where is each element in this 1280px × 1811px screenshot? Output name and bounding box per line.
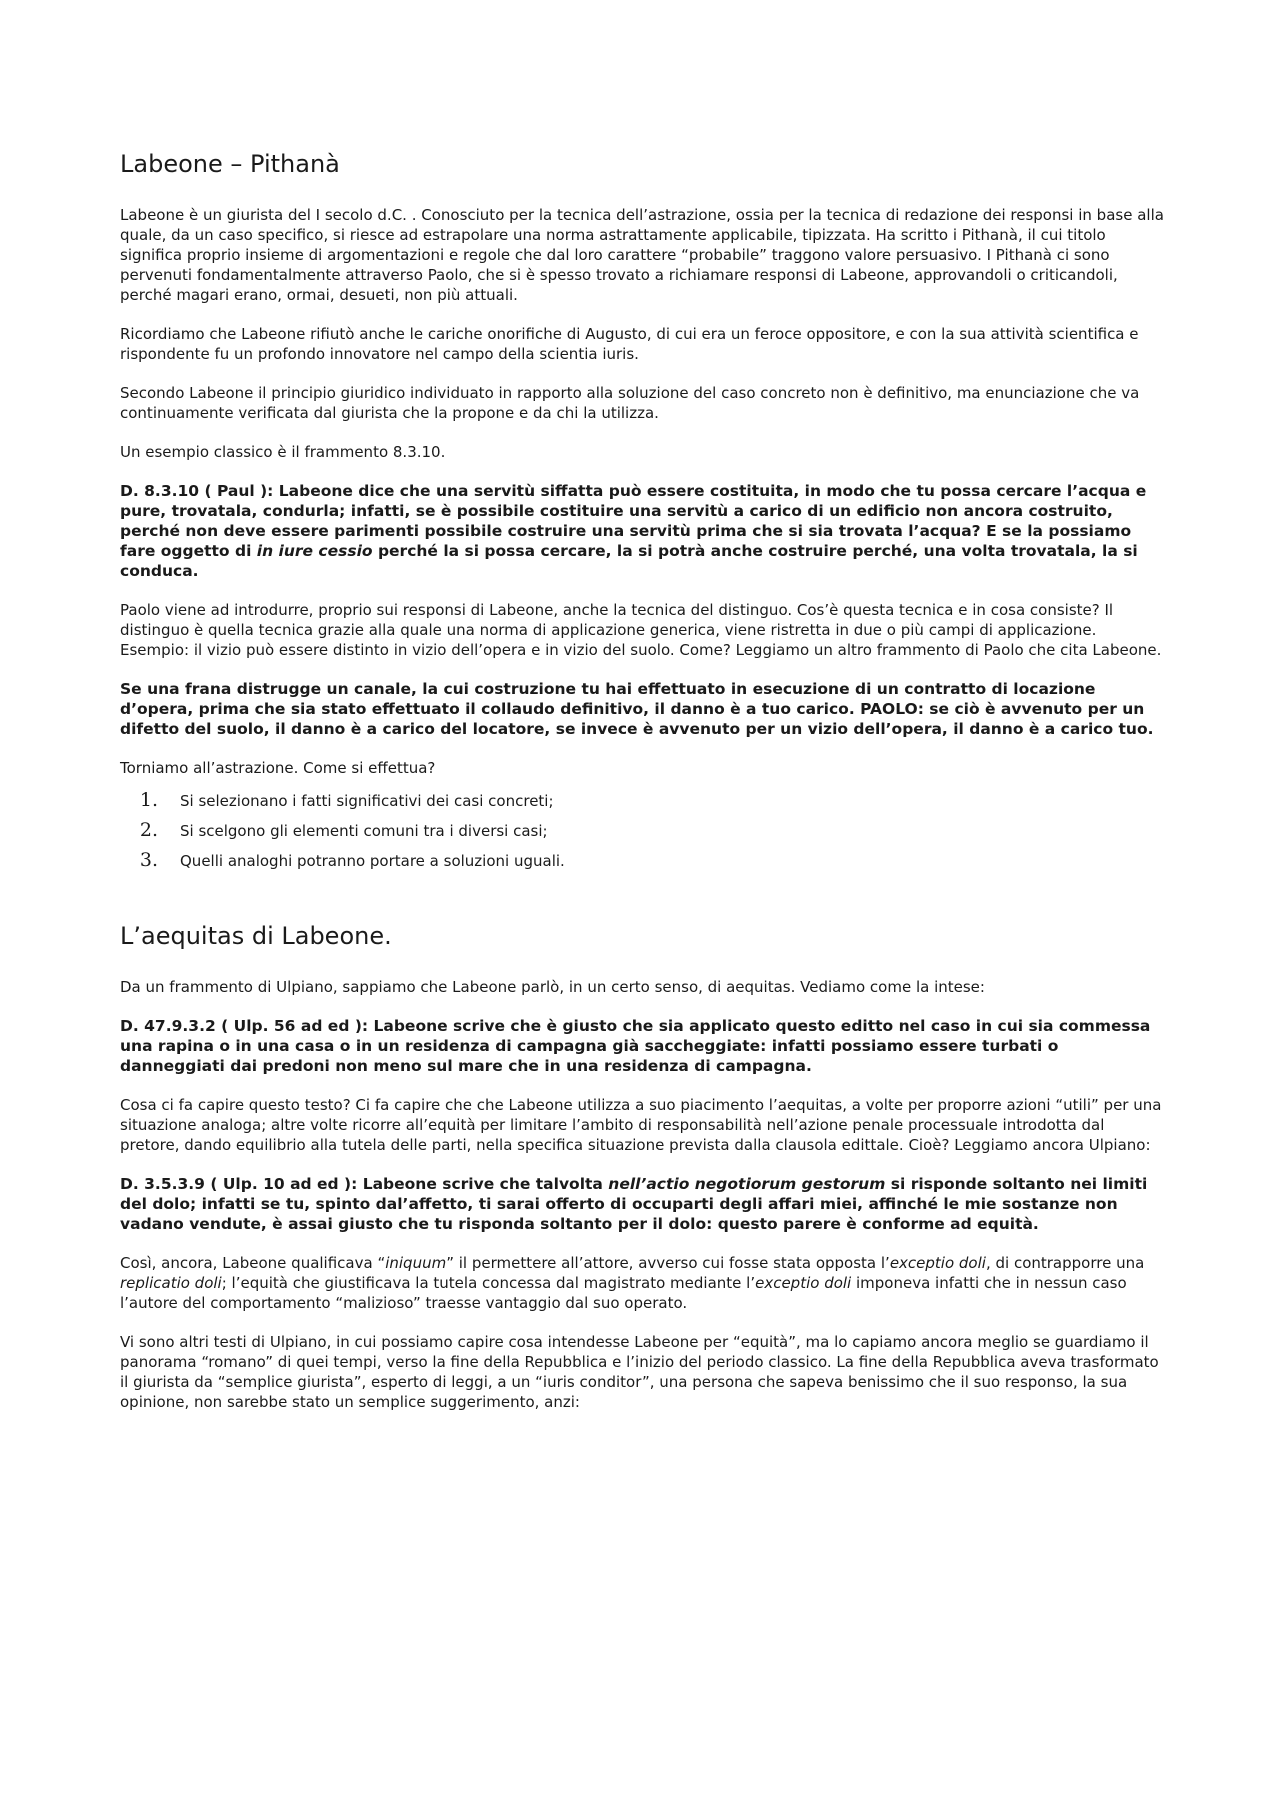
list-item (139, 846, 1165, 876)
quote-text: D. 3.5.3.9 ( Ulp. 10 ad ed ): Labeone scrive che talvolta (120, 1174, 609, 1193)
paragraph-principio: Secondo Labeone il principio giuridico individuato in rapporto alla soluzione del caso concreto non è definitivo, ma enunciazione che va continuamente verificata dal giurista che la propone e da chi la utilizza. (120, 383, 1140, 422)
numbered-list (120, 786, 1165, 876)
list-number: 1. (139, 788, 158, 811)
paragraph-intro: Labeone è un giurista del I secolo d.C. . Conosciuto per la tecnica dell’astrazione, ossia per la tecnica di redazione dei responsi in base alla quale, da un caso specifico, si riesce ad estrapolare una norma astrattamente applicabile, tipizzata. Ha scritto i Pithanà, il cui titolo significa proprio insieme di argomentazioni e regole che dal loro carattere “probabile” traggono valore persuasivo. I Pithanà ci sono pervenuti fondamentalmente attraverso Paolo, che si è spesso trovato a richiamare responsi di Labeone, approvandoli o criticandoli, perché magari erano, ormai, desueti, non più attuali. (120, 205, 1164, 304)
quote-text: perché la si possa cercare, la si potrà anche costruire perché, una volta trovatala, la si conduca. (120, 541, 1138, 580)
quote-d-8-3-10 (120, 481, 1165, 581)
text-span: , di contrapporre una (985, 1253, 1145, 1272)
paragraph-altri-testi: Vi sono altri testi di Ulpiano, in cui possiamo capire cosa intendesse Labeone per “equità”, ma lo capiamo ancora meglio se guardiamo il panorama “romano” di quei tempi, verso la fine della Repubblica e l’inizio del periodo classico. La fine della Repubblica aveva trasformato il giurista da “semplice giurista”, esperto di leggi, a un “iuris conditor”, una persona che sapeva benissimo che il suo responso, la sua opinione, non sarebbe stato un semplice suggerimento, anzi: (120, 1332, 1159, 1411)
section-title-aequitas: L’aequitas di Labeone. (120, 921, 392, 950)
paragraph-augusto: Ricordiamo che Labeone rifiutò anche le cariche onorifiche di Augusto, di cui era un feroce oppositore, e con la sua attività scientifica e rispondente fu un profondo innovatore nel campo della scientia iuris. (120, 324, 1139, 363)
quote-text: si risponde soltanto nei limiti del dolo; infatti se tu, spinto dal’affetto, ti sarai offerto di occuparti degli affari miei, affinché le mie sostanze non vadano vendute, è assai giusto che tu risponda soltanto per il dolo: questo parere è conforme ad equità. (120, 1174, 1148, 1233)
quote-emphasis: in iure cessio (256, 541, 373, 560)
list-number: 3. (139, 848, 158, 871)
quote-d-47-9-3-2: D. 47.9.3.2 ( Ulp. 56 ad ed ): Labeone scrive che è giusto che sia applicato questo editto nel caso in cui sia commessa una rapina o in una casa o in un residenza di campagna già saccheggiate: infatti possiamo essere turbati o danneggiati dai predoni non meno sul mare che in una residenza di campagna. (120, 1016, 1151, 1075)
paragraph-ulpiano: Da un frammento di Ulpiano, sappiamo che Labeone parlò, in un certo senso, di aequitas. Vediamo come la intese: (120, 977, 985, 996)
list-item (139, 786, 1165, 816)
list-text: Si scelgono gli elementi comuni tra i diversi casi; (180, 821, 548, 840)
list-text: Quelli analoghi potranno portare a soluzioni uguali. (180, 851, 565, 870)
list-item (139, 816, 1165, 846)
quote-d-3-5-3-9 (120, 1174, 1165, 1234)
paragraph-astrazione: Torniamo all’astrazione. Come si effettua? (120, 758, 436, 777)
list-number: 2. (139, 818, 158, 841)
section-title-labeone-pithana: Labeone – Pithanà (120, 150, 340, 178)
emphasis: iniquum (385, 1253, 447, 1272)
paragraph-iniquum (120, 1253, 1165, 1313)
text-span: Così, ancora, Labeone qualificava “ (120, 1253, 386, 1272)
quote-emphasis: nell’actio negotiorum gestorum (608, 1174, 886, 1193)
text-span: imponeva infatti che in nessun caso l’autore del comportamento “malizioso” traesse vantaggio dal suo operato. (120, 1273, 1127, 1312)
paragraph-esempio: Un esempio classico è il frammento 8.3.10. (120, 442, 446, 461)
emphasis: replicatio doli (120, 1273, 222, 1292)
paragraph-cosa-ci-fa-capire: Cosa ci fa capire questo testo? Ci fa capire che che Labeone utilizza a suo piacimento l’aequitas, a volte per proporre azioni “utili” per una situazione analoga; altre volte ricorre all’equità per limitare l’ambito di responsabilità nell’azione penale processuale introdotta dal pretore, dando equilibrio alla tutela delle parti, nella specifica situazione prevista dalla clausola edittale. Cioè? Leggiamo ancora Ulpiano: (120, 1095, 1162, 1154)
quote-frana: Se una frana distrugge un canale, la cui costruzione tu hai effettuato in esecuzione di un contratto di locazione d’opera, prima che sia stato effettuato il collaudo definitivo, il danno è a tuo carico. PAOLO: se ciò è avvenuto per un difetto del suolo, il danno è a carico del locatore, se invece è avvenuto per un vizio dell’opera, il danno è a carico tuo. (120, 679, 1154, 738)
document-page (120, 150, 1165, 1431)
text-span: ” il permettere all’attore, avverso cui fosse stata opposta l’ (446, 1253, 890, 1272)
emphasis: exceptio doli (889, 1253, 986, 1272)
paragraph-distinguo: Paolo viene ad introdurre, proprio sui responsi di Labeone, anche la tecnica del distinguo. Cos’è questa tecnica e in cosa consiste? Il distinguo è quella tecnica grazie alla quale una norma di applicazione generica, viene ristretta in due o più campi di applicazione. Esempio: il vizio può essere distinto in vizio dell’opera e in vizio del suolo. Come? Leggiamo un altro frammento di Paolo che cita Labeone. (120, 600, 1162, 659)
text-span: ; l’equità che giustificava la tutela concessa dal magistrato mediante l’ (221, 1273, 756, 1292)
list-text: Si selezionano i fatti significativi dei casi concreti; (180, 791, 554, 810)
emphasis: exceptio doli (755, 1273, 852, 1292)
quote-text: D. 8.3.10 ( Paul ): Labeone dice che una servitù siffatta può essere costituita, in modo che tu possa cercare l’acqua e pure, trovatala, condurla; infatti, se è possibile costituire una servitù a carico di un edificio non ancora costruito, perché non deve essere parimenti possibile costruire una servitù prima che si sia trovata l’acqua? E se la possiamo fare oggetto di (120, 481, 1147, 560)
